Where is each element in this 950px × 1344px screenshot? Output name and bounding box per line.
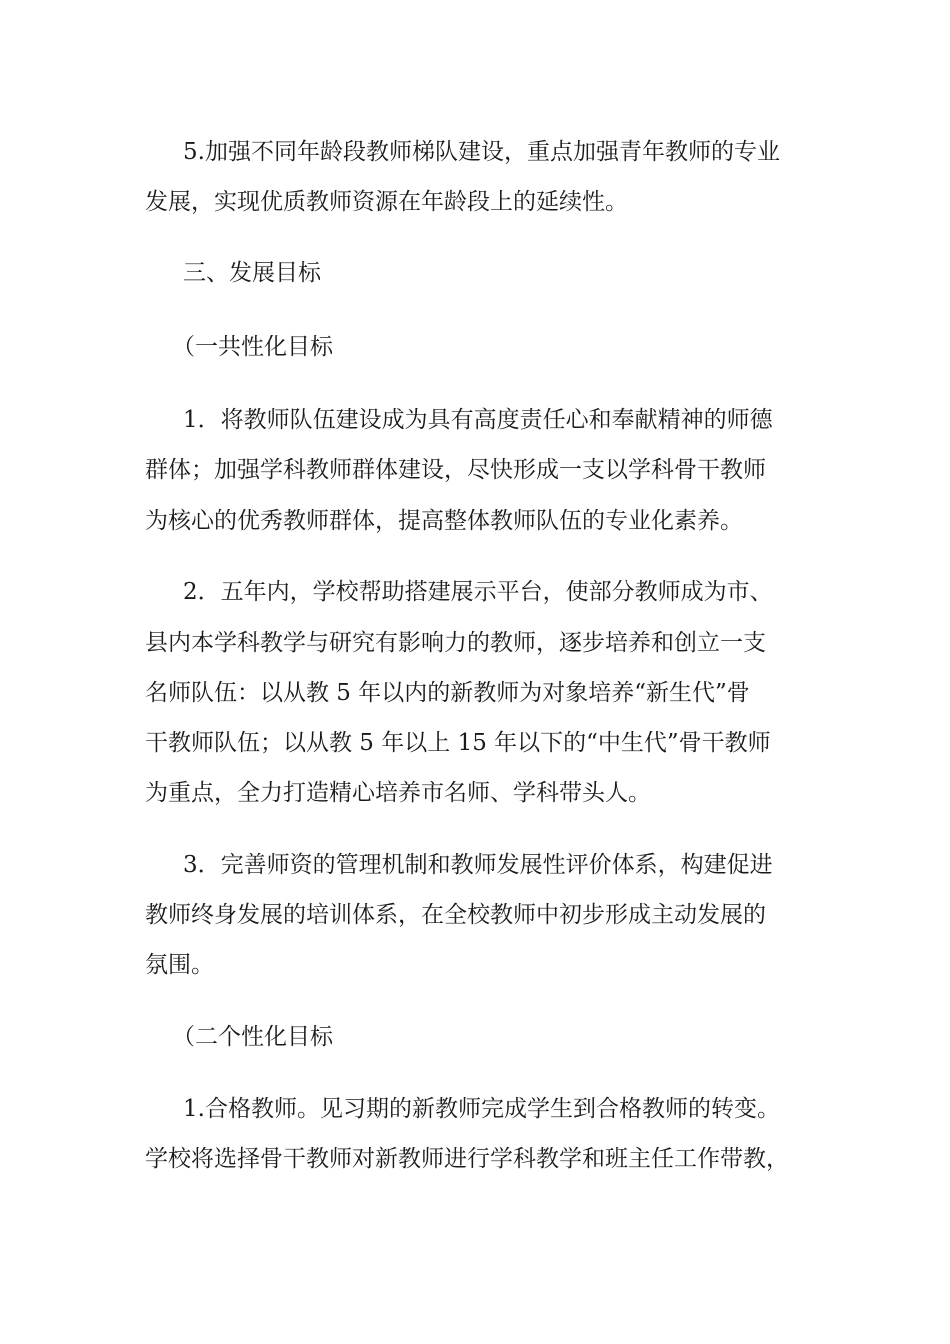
paragraph-line: 2．五年内，学校帮助搭建展示平台，使部分教师成为市、: [183, 579, 773, 605]
paragraph-line: 学校将选择骨干教师对新教师进行学科教学和班主任工作带教，: [145, 1146, 789, 1172]
section-heading: 三、发展目标: [183, 260, 321, 286]
paragraph-line: 1.合格教师。见习期的新教师完成学生到合格教师的转变。: [183, 1096, 780, 1122]
paragraph-line: 教师终身发展的培训体系，在全校教师中初步形成主动发展的: [145, 902, 766, 928]
paragraph-line: 干教师队伍；以从教 5 年以上 15 年以下的“中生代”骨干教师: [145, 730, 771, 756]
paragraph-line: 名师队伍：以从教 5 年以内的新教师为对象培养“新生代”骨: [145, 680, 750, 706]
paragraph-line: 发展，实现优质教师资源在年龄段上的延续性。: [145, 189, 628, 215]
paragraph-line: 5.加强不同年龄段教师梯队建设，重点加强青年教师的专业: [183, 139, 780, 165]
paragraph-line: 为核心的优秀教师群体，提高整体教师队伍的专业化素养。: [145, 508, 743, 534]
paragraph-line: 县内本学科教学与研究有影响力的教师，逐步培养和创立一支: [145, 630, 766, 656]
paragraph-line: 为重点，全力打造精心培养市名师、学科带头人。: [145, 780, 651, 806]
subsection-heading: （二个性化目标: [172, 1024, 333, 1050]
paragraph-line: 氛围。: [145, 952, 214, 978]
subsection-heading: （一共性化目标: [172, 334, 333, 360]
paragraph-line: 1．将教师队伍建设成为具有高度责任心和奉献精神的师德: [183, 407, 773, 433]
paragraph-line: 3．完善师资的管理机制和教师发展性评价体系，构建促进: [183, 852, 773, 878]
paragraph-line: 群体；加强学科教师群体建设，尽快形成一支以学科骨干教师: [145, 457, 766, 483]
